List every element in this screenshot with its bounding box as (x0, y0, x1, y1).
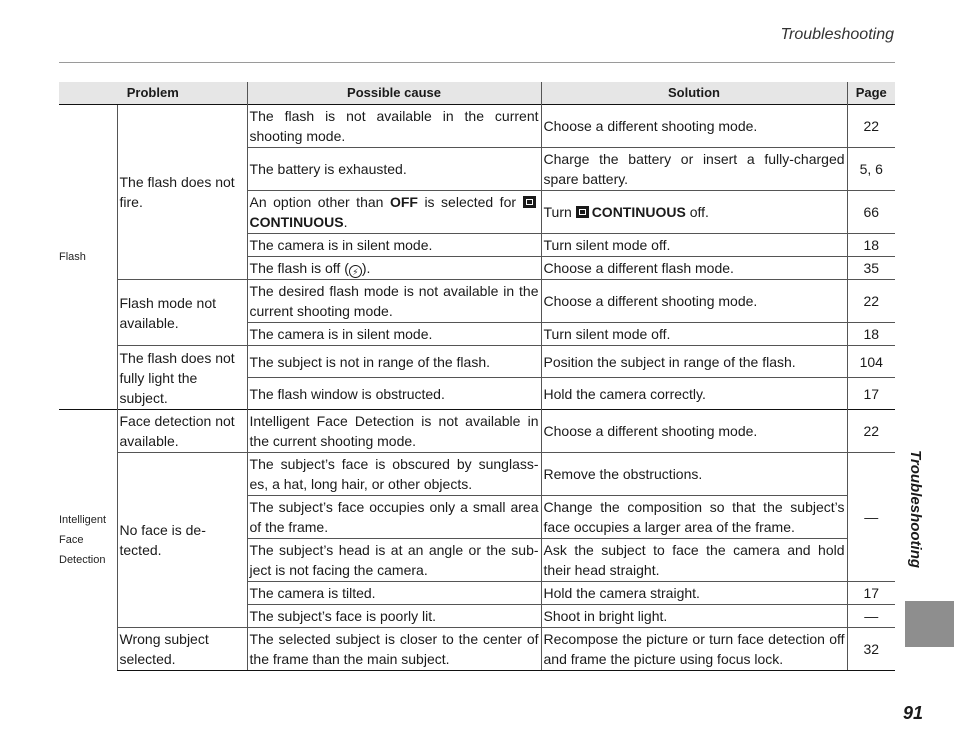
solution-cell: Shoot in bright light. (541, 605, 847, 628)
cause-cell: The selected subject is closer to the center of the frame than the main subject. (247, 628, 541, 671)
page-ref: 17 (847, 378, 895, 410)
category-line: Detection (59, 554, 106, 567)
solution-cell: Position the subject in range of the flash. (541, 346, 847, 378)
solution-text: off. (689, 204, 709, 220)
table-row (59, 453, 895, 496)
page-ref: 5, 6 (847, 148, 895, 191)
solution-cell: Turn silent mode off. (541, 234, 847, 257)
solution-cell: Hold the camera correctly. (541, 378, 847, 410)
continuous-keyword: CONTINUOUS (591, 204, 686, 220)
cause-cell: The flash window is obstructed. (247, 378, 541, 410)
section-side-label (902, 450, 924, 590)
problem-cell: Face detection not available. (117, 410, 247, 453)
col-header-page: Page (847, 82, 895, 105)
col-header-solution: Solution (541, 82, 847, 105)
header-rule (59, 62, 895, 63)
solution-cell: Choose a different flash mode. (541, 257, 847, 280)
page-ref: 32 (847, 628, 895, 671)
table-row (59, 346, 895, 378)
problem-cell: The flash does not fire. (117, 105, 247, 280)
cause-cell: The flash is not available in the current shooting mode. (247, 105, 541, 148)
cause-cell (247, 257, 541, 280)
troubleshooting-table (59, 82, 895, 671)
page-ref: 17 (847, 582, 895, 605)
table-row (59, 280, 895, 323)
cause-cell: The camera is in silent mode. (247, 234, 541, 257)
solution-cell: Choose a different shooting mode. (541, 410, 847, 453)
cause-cell: The subject’s face is obscured by sunglass-es, a hat, long hair, or other objects. (247, 453, 541, 496)
page-ref: 66 (847, 191, 895, 234)
section-side-label-text: Troubleshooting (907, 450, 924, 569)
cause-text: The flash is off ( (249, 260, 349, 276)
continuous-shooting-icon (523, 196, 536, 208)
page-ref: 22 (847, 280, 895, 323)
page-ref: 22 (847, 105, 895, 148)
solution-text: Turn (543, 204, 572, 220)
table-header-row (59, 82, 895, 105)
solution-cell: Change the composition so that the subject’s face occupies a larger area of the frame. (541, 496, 847, 539)
cause-cell: The desired flash mode is not available in the current shooting mode. (247, 280, 541, 323)
page-ref: — (847, 453, 895, 582)
cause-cell: Intelligent Face Detection is not available in the current shooting mode. (247, 410, 541, 453)
cause-cell: The battery is exhausted. (247, 148, 541, 191)
continuous-keyword: CONTINUOUS (249, 214, 344, 230)
page-ref: 18 (847, 323, 895, 346)
cause-cell: The subject is not in range of the flash. (247, 346, 541, 378)
problem-cell: The flash does not fully light the subject. (117, 346, 247, 410)
page-number: 91 (902, 703, 923, 723)
cause-text: . (343, 214, 348, 230)
table-row (59, 105, 895, 148)
solution-cell: Charge the battery or insert a fully-charged spare battery. (541, 148, 847, 191)
continuous-shooting-icon (576, 206, 589, 218)
page-ref: 18 (847, 234, 895, 257)
cause-cell: The camera is in silent mode. (247, 323, 541, 346)
col-header-cause: Possible cause (247, 82, 541, 105)
running-header: Troubleshooting (780, 26, 894, 43)
category-face-detection (59, 410, 117, 671)
problem-cell: Wrong subject selected. (117, 628, 247, 671)
page-ref: — (847, 605, 895, 628)
page-ref: 104 (847, 346, 895, 378)
category-line: Intelligent (59, 514, 107, 527)
solution-cell (541, 191, 847, 234)
problem-cell: Flash mode not available. (117, 280, 247, 346)
solution-cell: Recompose the picture or turn face detection off and frame the picture using focus lock. (541, 628, 847, 671)
cause-cell: The camera is tilted. (247, 582, 541, 605)
cause-cell: The subject’s head is at an angle or the sub-ject is not facing the camera. (247, 539, 541, 582)
solution-cell: Turn silent mode off. (541, 323, 847, 346)
category-line: Face (59, 534, 84, 547)
solution-cell: Ask the subject to face the camera and hold their head straight. (541, 539, 847, 582)
table-row (59, 410, 895, 453)
category-flash: Flash (59, 105, 117, 410)
page-ref: 22 (847, 410, 895, 453)
problem-cell: No face is de-tected. (117, 453, 247, 628)
page-ref: 35 (847, 257, 895, 280)
solution-cell: Remove the obstructions. (541, 453, 847, 496)
cause-cell: The subject’s face occupies only a small area of the frame. (247, 496, 541, 539)
solution-cell: Hold the camera straight. (541, 582, 847, 605)
col-header-problem: Problem (59, 82, 247, 105)
off-keyword: OFF (389, 194, 418, 210)
section-thumb-tab (905, 601, 954, 647)
cause-text: ). (361, 260, 371, 276)
cause-text: is selected for (424, 194, 517, 210)
solution-cell: Choose a different shooting mode. (541, 280, 847, 323)
table-row (59, 628, 895, 671)
cause-text: An option other than (249, 194, 384, 210)
cause-cell: The subject’s face is poorly lit. (247, 605, 541, 628)
cause-cell (247, 191, 541, 234)
flash-off-icon: ⚡ (349, 265, 362, 278)
solution-cell: Choose a different shooting mode. (541, 105, 847, 148)
